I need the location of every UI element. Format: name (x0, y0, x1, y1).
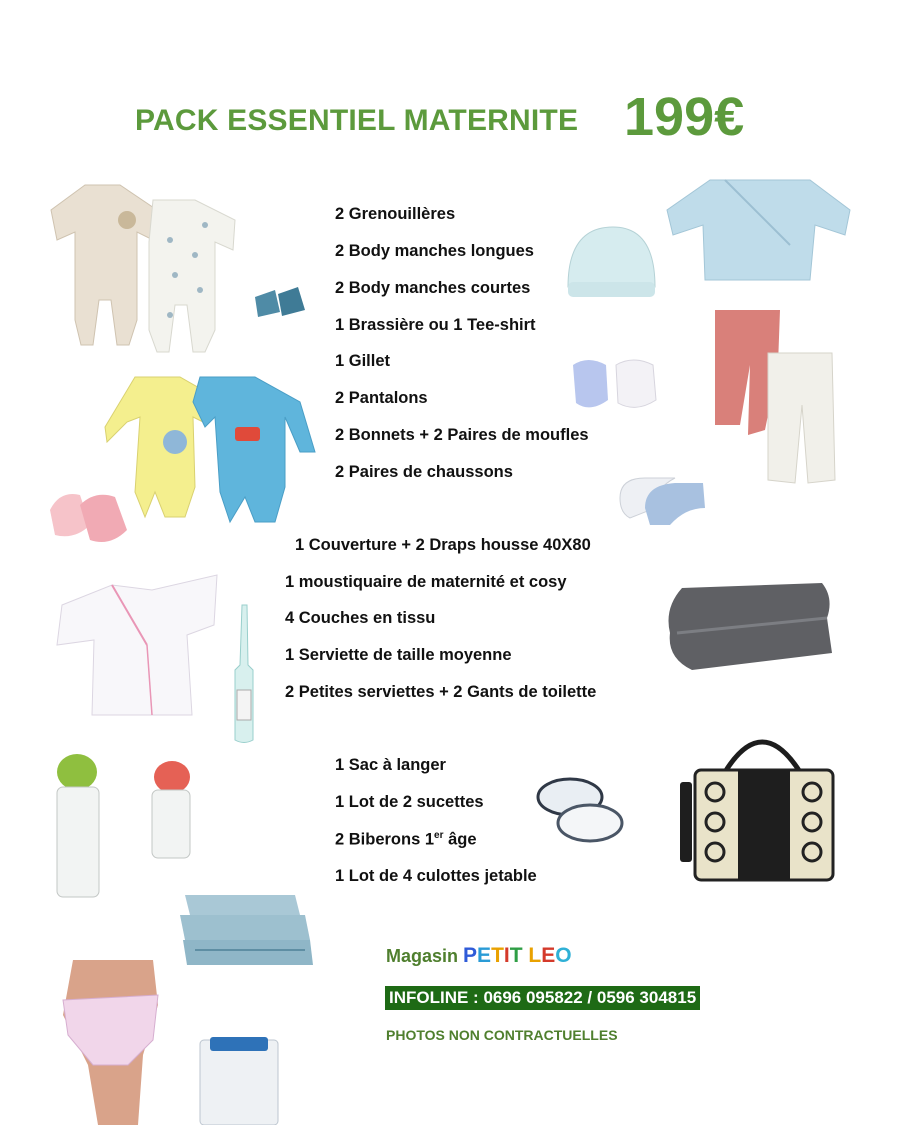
list-item: 1 Couverture + 2 Draps housse 40X80 (295, 536, 591, 554)
store-brand-letter: I (503, 944, 510, 967)
baby-bottle-icon (52, 752, 202, 900)
list-item: 1 Lot de 4 culottes jetable (335, 867, 537, 885)
store-brand-letter: L (528, 944, 542, 967)
briefs-pack-icon (200, 1035, 280, 1125)
bottles-suffix: âge (443, 830, 477, 849)
list-item: 1 moustiquaire de maternité et cosy (285, 573, 567, 591)
store-name (386, 944, 572, 968)
baby-shoes-icon (45, 485, 135, 550)
blanket-icon (662, 578, 834, 673)
disclaimer: PHOTOS NON CONTRACTUELLES (386, 1027, 618, 1043)
list-item: 1 Sac à langer (335, 756, 446, 774)
store-brand-letter: E (477, 944, 492, 967)
bonnet-icon (563, 222, 658, 302)
list-item: 2 Petites serviettes + 2 Gants de toilette (285, 683, 597, 701)
diaper-bag-icon (680, 722, 845, 884)
pacifiers-icon (535, 775, 627, 847)
list-item: 4 Couches en tissu (285, 609, 436, 627)
booties-icon (250, 282, 310, 327)
list-item: 1 Lot de 2 sucettes (335, 793, 484, 811)
list-item: 2 Bonnets + 2 Paires de moufles (335, 426, 589, 444)
list-item: 1 Brassière ou 1 Tee-shirt (335, 316, 536, 334)
store-brand-letter: P (463, 944, 478, 967)
store-brand-letter: O (555, 944, 572, 967)
knit-cardigan-icon (665, 175, 853, 287)
store-brand (463, 944, 572, 967)
list-item: 2 Body manches courtes (335, 279, 531, 297)
infoline-banner: INFOLINE : 0696 095822 / 0596 304815 (385, 986, 700, 1010)
towel-icon (175, 890, 315, 970)
list-item: 1 Serviette de taille moyenne (285, 646, 512, 664)
store-brand-letter: T (509, 944, 523, 967)
disposable-briefs-icon (58, 955, 168, 1125)
list-item: 2 Body manches longues (335, 242, 534, 260)
thermometer-icon (232, 605, 257, 745)
list-item: 2 Grenouillères (335, 205, 456, 223)
list-item: 2 Paires de chaussons (335, 463, 513, 481)
bottles-text: 2 Biberons 1 (335, 830, 435, 849)
list-item-bottles (335, 830, 477, 850)
store-brand-letter: T (491, 944, 504, 967)
store-brand-letter: E (541, 944, 556, 967)
sleepsuit-icon (45, 180, 245, 355)
baby-pants-icon (710, 305, 840, 487)
bottles-superscript: er (434, 830, 444, 841)
list-item: 2 Pantalons (335, 389, 428, 407)
list-item: 1 Gillet (335, 352, 391, 370)
brassiere-icon (52, 565, 220, 725)
store-prefix: Magasin (386, 946, 464, 966)
price-label: 199€ (624, 87, 745, 147)
bodysuit-icon (105, 372, 320, 524)
mittens-icon (568, 355, 663, 415)
fitted-sheets-icon (615, 473, 710, 531)
page-title: PACK ESSENTIEL MATERNITE (135, 104, 579, 137)
